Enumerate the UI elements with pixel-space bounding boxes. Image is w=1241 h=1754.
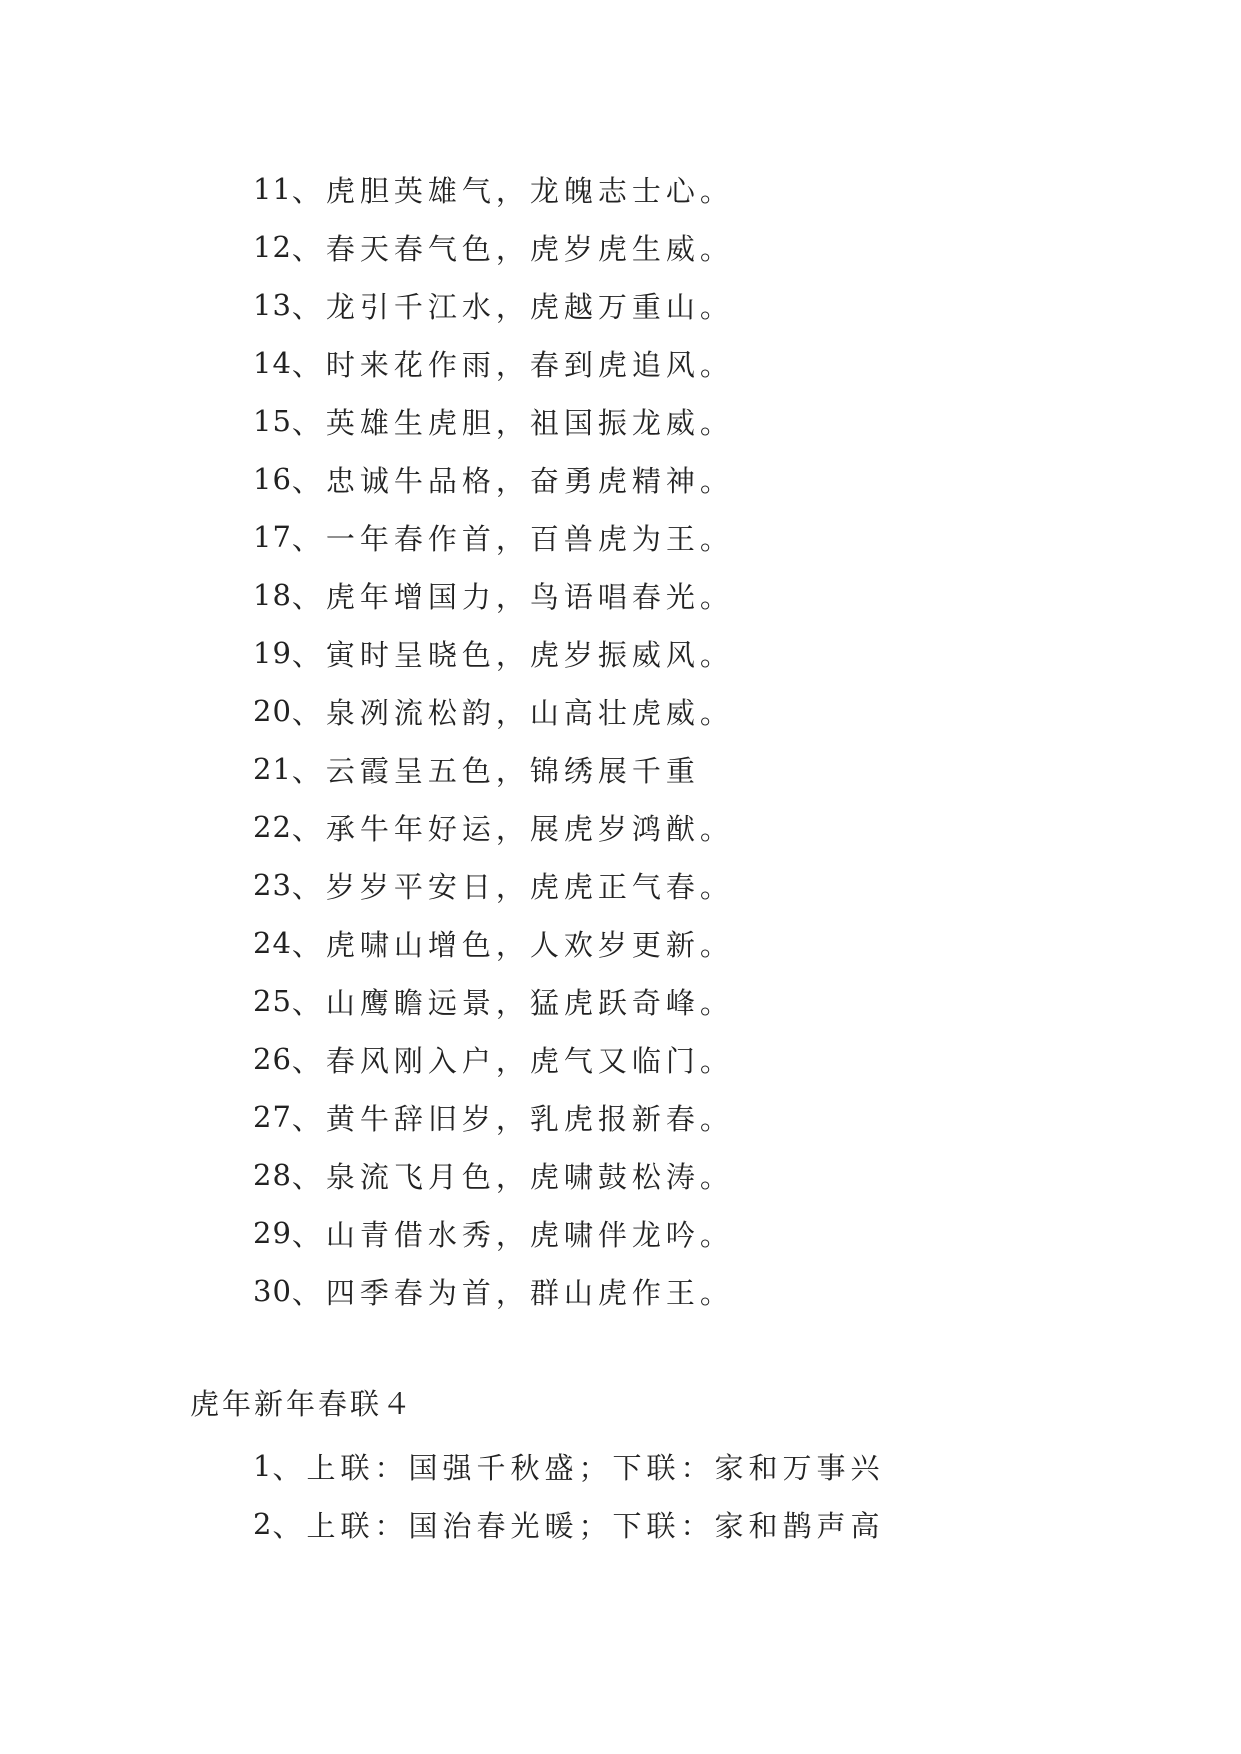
couplet-list — [253, 160, 734, 1320]
enumeration-comma: 、 — [291, 1043, 326, 1078]
couplet-text: 上联：国治春光暖；下联：家和鹊声高 — [306, 1508, 885, 1543]
couplet-text: 四季春为首，群山虎作王。 — [325, 1275, 734, 1310]
couplet-text: 春风刚入户，虎气又临门。 — [325, 1043, 734, 1078]
enumeration-comma: 、 — [272, 1450, 307, 1485]
couplet-text: 山鹰瞻远景，猛虎跃奇峰。 — [325, 985, 734, 1020]
couplet-item — [253, 450, 734, 508]
section-couplet-item — [253, 1495, 884, 1553]
couplet-text: 承牛年好运，展虎岁鸿猷。 — [325, 811, 734, 846]
item-number: 1 — [253, 1449, 273, 1483]
enumeration-comma: 、 — [291, 521, 326, 556]
couplet-text: 寅时呈晓色，虎岁振威风。 — [325, 637, 734, 672]
item-number: 2 — [253, 1507, 273, 1541]
couplet-item — [253, 972, 734, 1030]
couplet-text: 黄牛辞旧岁，乳虎报新春。 — [325, 1101, 734, 1136]
couplet-text: 春天春气色，虎岁虎生威。 — [325, 231, 734, 266]
enumeration-comma: 、 — [291, 811, 326, 846]
item-number: 27 — [253, 1100, 292, 1134]
enumeration-comma: 、 — [291, 637, 326, 672]
couplet-text: 忠诚牛品格，奋勇虎精神。 — [325, 463, 734, 498]
couplet-item — [253, 914, 734, 972]
item-number: 22 — [253, 810, 292, 844]
enumeration-comma: 、 — [291, 1101, 326, 1136]
couplet-text: 虎年增国力，鸟语唱春光。 — [325, 579, 734, 614]
couplet-text: 岁岁平安日，虎虎正气春。 — [325, 869, 734, 904]
couplet-text: 上联：国强千秋盛；下联：家和万事兴 — [306, 1450, 885, 1485]
enumeration-comma: 、 — [291, 463, 326, 498]
couplet-item — [253, 276, 734, 334]
item-number: 13 — [253, 288, 292, 322]
couplet-item — [253, 1030, 734, 1088]
item-number: 17 — [253, 520, 292, 554]
section-couplet-item — [253, 1437, 884, 1495]
item-number: 23 — [253, 868, 292, 902]
enumeration-comma: 、 — [291, 579, 326, 614]
couplet-item — [253, 508, 734, 566]
couplet-text: 山青借水秀，虎啸伴龙吟。 — [325, 1217, 734, 1252]
couplet-item — [253, 624, 734, 682]
couplet-item — [253, 334, 734, 392]
couplet-item — [253, 160, 734, 218]
couplet-item — [253, 856, 734, 914]
enumeration-comma: 、 — [291, 869, 326, 904]
item-number: 12 — [253, 230, 292, 264]
item-number: 14 — [253, 346, 292, 380]
item-number: 24 — [253, 926, 292, 960]
enumeration-comma: 、 — [291, 1275, 326, 1310]
couplet-item — [253, 740, 734, 798]
item-number: 21 — [253, 752, 292, 786]
couplet-item — [253, 1204, 734, 1262]
couplet-item — [253, 218, 734, 276]
item-number: 29 — [253, 1216, 292, 1250]
enumeration-comma: 、 — [291, 1159, 326, 1194]
enumeration-comma: 、 — [291, 927, 326, 962]
couplet-item — [253, 1088, 734, 1146]
item-number: 25 — [253, 984, 292, 1018]
item-number: 16 — [253, 462, 292, 496]
enumeration-comma: 、 — [291, 289, 326, 324]
couplet-text: 一年春作首，百兽虎为王。 — [325, 521, 734, 556]
couplet-item — [253, 1146, 734, 1204]
item-number: 26 — [253, 1042, 292, 1076]
section-couplet-list — [253, 1437, 884, 1553]
couplet-text: 虎胆英雄气，龙魄志士心。 — [325, 173, 734, 208]
enumeration-comma: 、 — [291, 1217, 326, 1252]
couplet-item — [253, 1262, 734, 1320]
item-number: 30 — [253, 1274, 292, 1308]
enumeration-comma: 、 — [291, 405, 326, 440]
couplet-item — [253, 566, 734, 624]
item-number: 28 — [253, 1158, 292, 1192]
couplet-item — [253, 392, 734, 450]
enumeration-comma: 、 — [272, 1508, 307, 1543]
item-number: 20 — [253, 694, 292, 728]
section-heading: 虎年新年春联４ — [190, 1387, 415, 1421]
couplet-text: 虎啸山增色，人欢岁更新。 — [325, 927, 734, 962]
couplet-text: 泉流飞月色，虎啸鼓松涛。 — [325, 1159, 734, 1194]
couplet-item — [253, 682, 734, 740]
enumeration-comma: 、 — [291, 347, 326, 382]
enumeration-comma: 、 — [291, 173, 326, 208]
item-number: 15 — [253, 404, 292, 438]
couplet-text: 时来花作雨，春到虎追风。 — [325, 347, 734, 382]
item-number: 19 — [253, 636, 292, 670]
item-number: 18 — [253, 578, 292, 612]
enumeration-comma: 、 — [291, 753, 326, 788]
couplet-text: 云霞呈五色，锦绣展千重 — [325, 753, 700, 788]
couplet-text: 龙引千江水，虎越万重山。 — [325, 289, 734, 324]
couplet-item — [253, 798, 734, 856]
enumeration-comma: 、 — [291, 231, 326, 266]
enumeration-comma: 、 — [291, 695, 326, 730]
couplet-text: 英雄生虎胆，祖国振龙威。 — [325, 405, 734, 440]
enumeration-comma: 、 — [291, 985, 326, 1020]
item-number: 11 — [253, 172, 292, 206]
couplet-text: 泉冽流松韵，山高壮虎威。 — [325, 695, 734, 730]
